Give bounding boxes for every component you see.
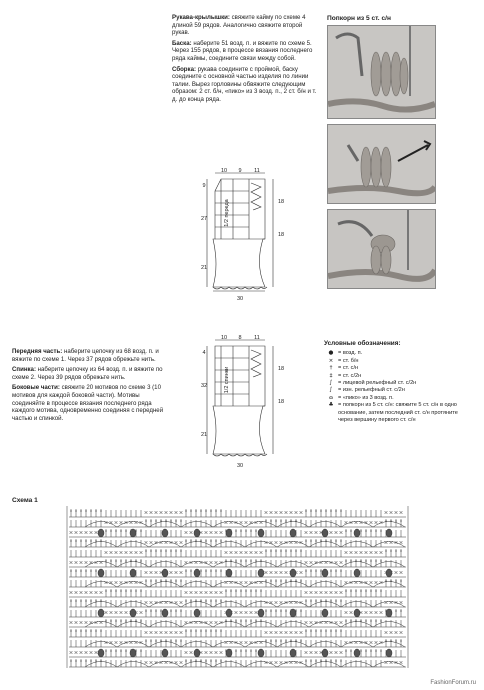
back-post-stitch-icon: ∫ xyxy=(329,387,333,394)
front-top-2: 9 xyxy=(238,168,242,174)
popcorn-icon: ♣ xyxy=(328,402,334,409)
top-text-block xyxy=(172,14,320,107)
legend-item: ∫ = лицевой рельефный ст. с/2н xyxy=(324,380,464,387)
single-crochet-icon: × xyxy=(328,357,334,364)
back-bottom: 30 xyxy=(236,463,244,469)
chain-stitch-icon: ● xyxy=(328,350,334,357)
sides-heading: Боковые части: xyxy=(12,384,60,392)
peplum-text: наберите 51 возд. п. и вяжите по схеме 5. Через 155 рядов, в процессе вязания последнего ряда каймы, соедините связи между собой. xyxy=(172,39,313,62)
legend-item: ♣ = попкорн из 5 ст. с/н: свяжите 5 ст. с/н в одно основание, затем последний ст. с/н протяните через вершину первого ст. с/н xyxy=(324,402,464,424)
legend-item: ∫ = изн. рельефный ст. с/2н xyxy=(324,387,464,394)
double-crochet-icon: † xyxy=(329,365,333,372)
back-pattern-diagram xyxy=(195,330,295,475)
back-left-2: 32 xyxy=(200,383,208,389)
sleeves-text: свяжите кайму по схеме 4 длиной 59 рядов. Аналогично свяжите второй рукав. xyxy=(172,14,306,37)
front-left-3: 21 xyxy=(200,265,208,271)
peplum-heading: Баска: xyxy=(172,39,192,47)
back-top-3: 11 xyxy=(254,335,260,341)
front-right-1: 18 xyxy=(277,199,285,205)
schema-label: Схема 1 xyxy=(12,497,38,504)
legend-item: ● = возд. п. xyxy=(324,350,464,357)
front-top-1: 10 xyxy=(220,168,228,174)
legend-item: ‡ = ст. с/2н xyxy=(324,373,464,380)
popcorn-title: Попкорн из 5 ст. с/н xyxy=(327,15,391,22)
front-post-stitch-icon: ∫ xyxy=(329,380,333,387)
back-top-1: 10 xyxy=(220,335,228,341)
front-text: наберите цепочку из 68 возд. п. и вяжите по схеме 1. Через 37 рядов обрежьте нить. xyxy=(12,348,159,363)
legend-item: ɷ = «пико» из 3 возд. п. xyxy=(324,395,464,402)
back-vertical-label: 1/2 спинки xyxy=(224,366,230,394)
back-right-1: 18 xyxy=(277,366,285,372)
back-heading: Спинка: xyxy=(12,366,36,374)
crochet-chart-schema-1 xyxy=(65,504,410,674)
assembly-heading: Сборка: xyxy=(172,65,196,73)
back-right-2: 18 xyxy=(277,399,285,405)
sleeves-heading: Рукава-крылышки: xyxy=(172,14,230,21)
legend-title: Условные обозначения: xyxy=(324,340,401,347)
front-vertical-label: 1/2 переда xyxy=(224,199,230,227)
back-left-1: 4 xyxy=(202,350,206,356)
picot-icon: ɷ xyxy=(328,394,334,401)
treble-crochet-icon: ‡ xyxy=(329,372,333,379)
front-heading: Передняя часть: xyxy=(12,348,63,355)
back-text: наберите цепочку из 64 возд. п. и вяжите по схеме 2. Через 39 рядов обрежьте нить. xyxy=(12,366,163,381)
popcorn-photo-1 xyxy=(327,25,436,119)
legend-item: × = ст. б/н xyxy=(324,358,464,365)
front-pattern-diagram xyxy=(195,165,295,310)
front-bottom: 30 xyxy=(236,296,244,302)
front-left-2: 27 xyxy=(200,216,208,222)
legend xyxy=(324,340,464,424)
left-text-block xyxy=(12,348,172,425)
back-top-2: 8 xyxy=(238,335,242,341)
front-right-2: 18 xyxy=(277,232,285,238)
back-left-3: 21 xyxy=(200,432,208,438)
popcorn-photo-3 xyxy=(327,209,436,289)
assembly-text: рукава соедините с проймой, баску соедините с основной частью изделия по линии талии. Вырез горловины обвяжите следующим образом: 2 ст. б/н, «пико» из 3 возд. п., 2 ст. б/н и т. д. до конца ряда. xyxy=(172,65,317,103)
front-top-3: 11 xyxy=(254,168,260,174)
legend-item: † = ст. с/н xyxy=(324,365,464,372)
site-credit: FashionForum.ru xyxy=(430,680,476,686)
sides-text: свяжите 20 мотивов по схеме 3 (10 мотивов для каждой боковой части). Мотивы соединяйте в процессе вязания последнего ряда каждого мотива, одновременно соединяя с передней частью и спинкой. xyxy=(12,384,164,422)
front-left-1: 9 xyxy=(202,183,206,189)
popcorn-photo-2 xyxy=(327,124,436,204)
